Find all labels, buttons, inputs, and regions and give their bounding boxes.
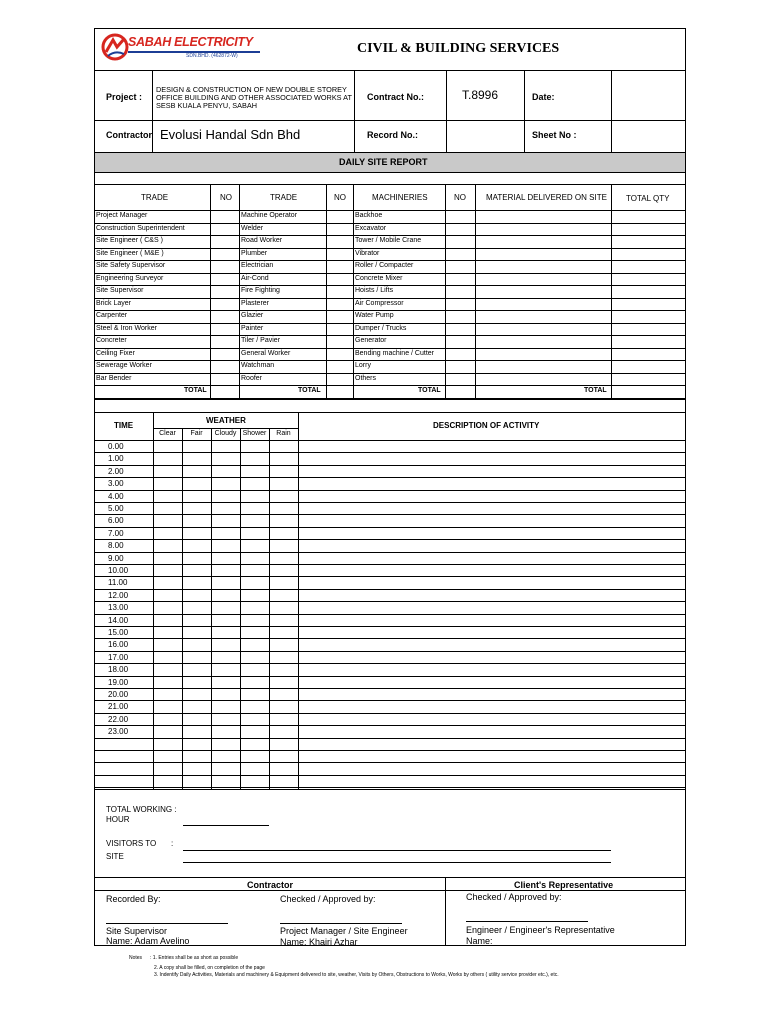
checked-label-1: Checked / Approved by: <box>280 894 376 904</box>
report-title: DAILY SITE REPORT <box>339 157 428 167</box>
notes-line-1: : 1. Entries shall be as short as possible <box>150 955 239 961</box>
time-cell: 21.00 <box>108 702 129 712</box>
trade2-cell: Plasterer <box>241 299 270 307</box>
machinery-cell: Bending machine / Cutter <box>355 349 434 357</box>
trade-cell: Steel & Iron Worker <box>96 324 157 332</box>
hdr-no-2: NO <box>334 193 346 202</box>
hdr-total-qty: TOTAL QTY <box>626 194 670 203</box>
visitors-label-2: SITE <box>106 852 124 861</box>
trade-cell: Project Manager <box>96 212 148 219</box>
contractor-value: Evolusi Handal Sdn Bhd <box>160 127 301 142</box>
time-cell: 11.00 <box>108 578 128 588</box>
role-project-manager: Project Manager / Site Engineer <box>280 926 408 936</box>
trade2-cell: Welder <box>241 224 264 232</box>
trade-cell: Engineering Surveyor <box>96 274 164 282</box>
visitors-colon: : <box>171 839 174 848</box>
description-label: DESCRIPTION OF ACTIVITY <box>433 421 540 430</box>
working-hour-label-1: TOTAL WORKING : <box>106 805 177 814</box>
time-cell: 17.00 <box>108 652 129 662</box>
weather-col-shower: Shower <box>242 430 267 437</box>
trade-cell: Construction Superintendent <box>96 224 185 232</box>
notes-line-2: 2. A copy shall be filled, on completion of the page <box>154 965 265 971</box>
name-project-manager: Name: Khairi Azhar <box>280 937 358 947</box>
contract-label: Contract No.: <box>367 92 424 102</box>
time-cell: 14.00 <box>108 615 129 625</box>
project-label: Project : <box>106 92 143 102</box>
date-field[interactable] <box>612 72 684 118</box>
logo-swirl-icon <box>100 32 130 62</box>
hdr-trade-2: TRADE <box>270 193 298 202</box>
machinery-cell: Lorry <box>355 362 371 369</box>
time-cell: 18.00 <box>108 665 129 675</box>
trade2-cell: Electrician <box>241 262 274 269</box>
trade-cell: Site Supervisor <box>96 287 144 294</box>
time-cell: 2.00 <box>108 466 124 476</box>
time-cell: 15.00 <box>108 628 129 637</box>
time-cell: 9.00 <box>108 553 124 563</box>
contract-value: T.8996 <box>462 88 499 102</box>
total-label-2: TOTAL <box>298 387 321 394</box>
weather-col-cloudy: Cloudy <box>214 430 237 437</box>
company-name: SABAH ELECTRICITY <box>128 35 253 49</box>
signature-line-supervisor[interactable] <box>106 923 228 924</box>
name-site-supervisor: Name: Adam Avelino <box>106 936 190 946</box>
contractor-label: Contractor <box>106 130 153 140</box>
time-cell: 12.00 <box>108 590 129 600</box>
trade2-cell: Painter <box>241 324 264 332</box>
weather-col-rain: Rain <box>276 430 291 437</box>
sheet-field[interactable] <box>612 122 684 150</box>
machinery-cell: Generator <box>355 337 387 344</box>
time-cell: 8.00 <box>108 541 124 551</box>
visitors-field-2[interactable] <box>183 862 611 863</box>
machinery-cell: Vibrator <box>355 249 380 257</box>
time-cell: 4.00 <box>108 491 124 501</box>
checked-label-2: Checked / Approved by: <box>466 892 562 902</box>
hdr-machineries: MACHINERIES <box>372 193 428 202</box>
machinery-cell: Backhoe <box>355 212 383 219</box>
recorded-by-label: Recorded By: <box>106 894 161 904</box>
project-value: DESIGN & CONSTRUCTION OF NEW DOUBLE STOREY OFFICE BUILDING AND OTHER ASSOCIATED WORKS AT SESB KUALA PENYU, SABAH <box>156 85 352 110</box>
machinery-cell: Roller / Compacter <box>355 262 414 269</box>
time-cell: 5.00 <box>108 504 124 513</box>
time-cell: 20.00 <box>108 690 129 699</box>
trade-cell: Bar Bender <box>96 374 132 382</box>
role-site-supervisor: Site Supervisor <box>106 926 168 936</box>
working-hour-label-2: HOUR <box>106 815 130 824</box>
notes-line-3: 3. Indentify Daily Activities, Materials and machinery & Equipment delivered to site, weather, Visits by Others, Obstructions to Works, Works by others ( utility service provider etc.), etc. <box>154 972 559 978</box>
time-cell: 10.00 <box>108 566 129 575</box>
total-label-4: TOTAL <box>584 387 607 394</box>
name-engineer: Name: <box>466 936 493 946</box>
visitors-field-1[interactable] <box>183 850 611 851</box>
date-label: Date: <box>532 92 555 102</box>
trade-cell: Sewerage Worker <box>96 362 152 369</box>
hdr-no-1: NO <box>220 193 232 202</box>
hdr-material: MATERIAL DELIVERED ON SITE <box>486 193 607 202</box>
time-cell: 13.00 <box>108 603 129 613</box>
time-cell: 0.00 <box>108 442 124 451</box>
weather-label: WEATHER <box>206 416 246 425</box>
time-cell: 22.00 <box>108 714 129 724</box>
signature-line-manager[interactable] <box>280 923 402 924</box>
time-cell: 1.00 <box>108 454 124 464</box>
trade2-cell: Watchman <box>241 362 275 369</box>
time-cell: 3.00 <box>108 479 124 489</box>
trade-cell: Ceiling Fixer <box>96 349 135 357</box>
machinery-cell: Dumper / Trucks <box>355 324 407 332</box>
weather-col-fair: Fair <box>190 430 203 437</box>
machinery-cell: Tower / Mobile Crane <box>355 237 422 244</box>
visitors-label-1: VISITORS TO <box>106 839 157 848</box>
machinery-cell: Air Compressor <box>355 299 404 307</box>
hdr-trade-1: TRADE <box>141 193 169 202</box>
machinery-cell: Concrete Mixer <box>355 274 403 282</box>
company-logo <box>100 31 270 63</box>
working-hour-field[interactable] <box>183 825 269 826</box>
trade2-cell: Roofer <box>241 374 263 382</box>
trade2-cell: Road Worker <box>241 237 283 244</box>
record-label: Record No.: <box>367 130 419 140</box>
trade2-cell: Tiler / Pavier <box>241 337 281 344</box>
trade-cell: Brick Layer <box>96 299 132 307</box>
hdr-no-3: NO <box>454 193 466 202</box>
time-cell: 16.00 <box>108 640 129 650</box>
machinery-cell: Excavator <box>355 224 387 232</box>
company-sub: SDN.BHD. (462872-W) <box>186 53 238 59</box>
trade-cell: Carpenter <box>96 312 128 319</box>
trade-cell: Site Engineer ( M&E ) <box>96 249 164 257</box>
weather-col-clear: Clear <box>159 430 176 437</box>
trade2-cell: General Worker <box>241 349 291 357</box>
trade2-cell: Glazier <box>241 312 264 319</box>
signature-line-engineer[interactable] <box>466 921 588 922</box>
trade-cell: Concreter <box>96 337 127 344</box>
notes-label: Notes <box>129 955 143 961</box>
trade-cell: Site Safety Supervisor <box>96 262 166 269</box>
client-header: Client's Representative <box>514 880 614 890</box>
role-engineer: Engineer / Engineer's Representative <box>466 925 615 935</box>
contractor-header: Contractor <box>247 880 294 890</box>
trade2-cell: Machine Operator <box>241 212 298 219</box>
form-title: CIVIL & BUILDING SERVICES <box>357 41 560 56</box>
trade2-cell: Plumber <box>241 249 268 257</box>
total-label-3: TOTAL <box>418 387 441 394</box>
machinery-cell: Others <box>355 374 377 382</box>
trade-cell: Site Engineer ( C&S ) <box>96 237 163 244</box>
sheet-label: Sheet No : <box>532 130 577 140</box>
time-label: TIME <box>114 421 134 430</box>
time-cell: 7.00 <box>108 528 124 538</box>
time-cell: 6.00 <box>108 516 124 526</box>
machinery-cell: Water Pump <box>355 312 394 319</box>
time-cell: 23.00 <box>108 727 129 737</box>
machinery-cell: Hoists / Lifts <box>355 287 394 294</box>
trade2-cell: Fire Fighting <box>241 287 280 294</box>
record-field[interactable] <box>447 122 523 150</box>
time-cell: 19.00 <box>108 677 129 687</box>
total-label-1: TOTAL <box>184 387 207 394</box>
trade2-cell: Air-Cond <box>241 274 269 282</box>
